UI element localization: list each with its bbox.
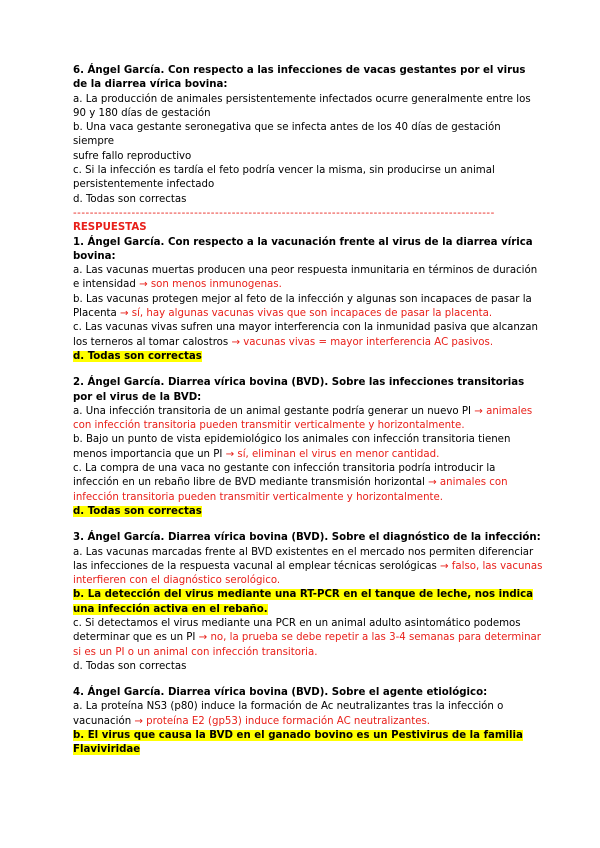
- answer-3-option-a-note: → falso, las vacunas interfieren con el diagnóstico serológico.: [73, 560, 543, 587]
- question-6-option-b-cont: sufre fallo reproductivo: [73, 150, 192, 162]
- question-6-option-d: d. Todas son correctas: [73, 193, 187, 205]
- answer-1-title: 1. Ángel García. Con respecto a la vacunación frente al virus de la diarrea vírica bovina:: [73, 236, 533, 262]
- answer-4-option-a-text: a. La proteína NS3 (p80) induce la formación de Ac neutralizantes tras la infección o vacunación: [73, 701, 504, 727]
- answer-1-option-a-text: a. Las vacunas muertas producen una peor respuesta inmunitaria en términos de duración e intensidad: [73, 265, 538, 291]
- question-6-title: 6. Ángel García. Con respecto a las infecciones de vacas gestantes por el virus de la diarrea vírica bovina:: [73, 65, 526, 91]
- question-6-option-c: c. Si la infección es tardía el feto podría vencer la misma, sin producirse un animal persistentemente infectado: [73, 165, 495, 191]
- question-6-option-b: b. Una vaca gestante seronegativa que se infecta antes de los 40 días de gestación siempre: [73, 122, 501, 148]
- answer-2-option-c-note: → animales con infección transitoria pueden transmitir verticalmente y horizontalmente.: [73, 477, 508, 503]
- answer-1-option-a-note: → son menos inmunogenas.: [135, 279, 282, 291]
- answer-1-option-b: [73, 293, 543, 322]
- answer-2-option-b-note: → sí, eliminan el virus en menor cantidad.: [222, 448, 440, 460]
- answer-3-option-b: [73, 588, 543, 617]
- answer-1-option-b-text: b. Las vacunas protegen mejor al feto de la infección y algunas son incapaces de pasar la Placenta: [73, 293, 532, 320]
- answer-4-option-a: [73, 700, 543, 729]
- question-6-option-a: a. La producción de animales persistentemente infectados ocurre generalmente entre los 90 y 180 días de gestación: [73, 93, 531, 119]
- answer-1-option-c-text: c. Las vacunas vivas sufren una mayor interferencia con la inmunidad pasiva que alcanzan los terneros al tomar calostros: [73, 322, 538, 348]
- answer-1-option-d: [73, 350, 543, 364]
- answer-2-option-d: [73, 505, 543, 519]
- answer-1-option-c-note: → vacunas vivas = mayor interferencia AC pasivos.: [228, 336, 494, 348]
- answer-3-option-a-text: a. Las vacunas marcadas frente al BVD existentes en el mercado nos permiten diferenciar las infecciones de la respuesta vacunal al emplear técnicas serológicas: [73, 546, 534, 572]
- answer-4-correct-highlight: b. El virus que causa la BVD en el ganado bovino es un Pestivirus de la familia Flaviviridae: [73, 730, 523, 756]
- answer-1-option-b-note: → sí, hay algunas vacunas vivas que son incapaces de pasar la placenta.: [116, 308, 493, 320]
- answer-3-option-c: [73, 617, 543, 660]
- answer-2-option-c-text: c. La compra de una vaca no gestante con infección transitoria podría introducir la infección en un rebaño libre de BVD mediante transmisión horizontal: [73, 463, 496, 489]
- answer-3-option-c-note: → no, la prueba se debe repetir a las 3-4 semanas para determinar si es un PI o un animal con infección transitoria.: [73, 632, 541, 658]
- answer-4-option-b: [73, 729, 543, 758]
- answer-2-option-c: [73, 462, 543, 505]
- answer-4-option-a-note: → proteína E2 (gp53) induce formación AC neutralizantes.: [131, 715, 431, 727]
- answer-3-option-d: d. Todas son correctas: [73, 660, 187, 672]
- answer-3-option-c-text: c. Si detectamos el virus mediante una PCR en un animal adulto asintomático podemos determinar que es un PI: [73, 617, 521, 644]
- answer-4-title: 4. Ángel García. Diarrea vírica bovina (BVD). Sobre el agente etiológico:: [73, 687, 488, 699]
- separator-line: -----------------------------------------------------------------------------------------------------: [73, 207, 495, 219]
- answer-2-title: 2. Ángel García. Diarrea vírica bovina (BVD). Sobre las infecciones transitorias por el virus de la BVD:: [73, 377, 525, 403]
- answer-1-option-c: [73, 321, 543, 350]
- answer-2-option-a-text: a. Una infección transitoria de un animal gestante podría generar un nuevo PI: [73, 405, 472, 417]
- answer-2-option-a: [73, 405, 543, 434]
- answer-1-option-a: [73, 264, 543, 293]
- answer-2-option-b: [73, 433, 543, 462]
- answer-2-correct-highlight: d. Todas son correctas: [73, 505, 202, 517]
- answer-2-option-b-text: b. Bajo un punto de vista epidemiológico los animales con infección transitoria tienen menos importancia que un PI: [73, 434, 511, 460]
- document-content: [73, 64, 543, 758]
- answer-2-option-a-note: → animales con infección transitoria pueden transmitir verticalmente y horizontalmente.: [73, 405, 533, 432]
- answer-3-title: 3. Ángel García. Diarrea vírica bovina (BVD). Sobre el diagnóstico de la infección:: [73, 532, 541, 544]
- answer-3-option-a: [73, 546, 543, 589]
- answer-1-correct-highlight: d. Todas son correctas: [73, 350, 202, 362]
- answer-3-correct-highlight: b. La detección del virus mediante una RT-PCR en el tanque de leche, nos indica una infección activa en el rebaño.: [73, 589, 534, 615]
- answers-heading: RESPUESTAS: [73, 222, 147, 234]
